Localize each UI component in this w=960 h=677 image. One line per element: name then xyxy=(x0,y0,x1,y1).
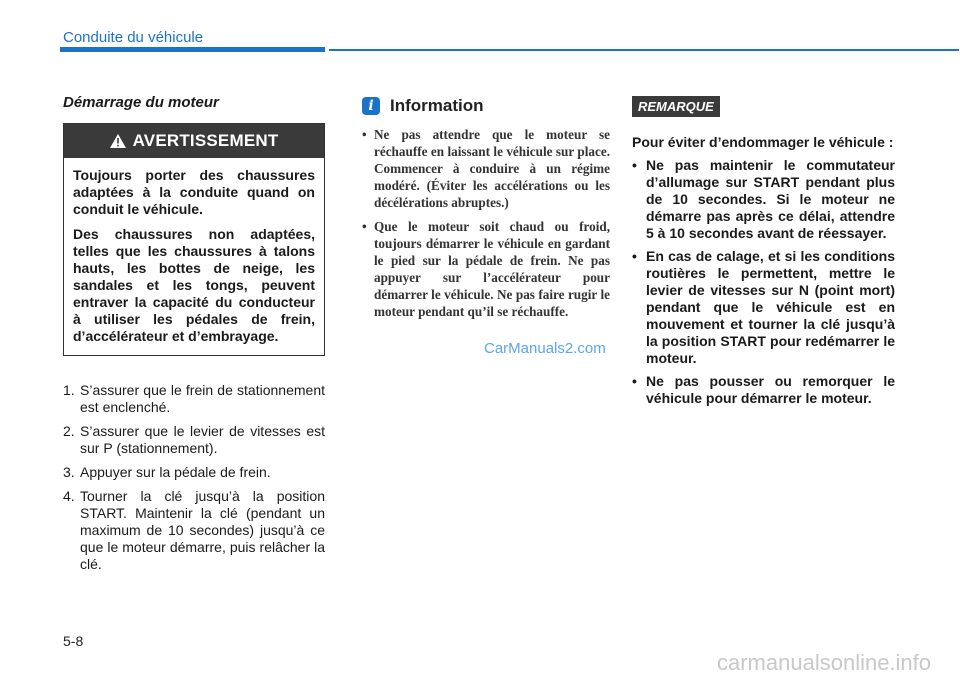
bullet: • xyxy=(362,219,367,234)
step-number: 1. xyxy=(63,382,75,398)
remarque-text: Ne pas maintenir le commutateur d’allumage sur START pendant plus de 10 secondes. Si le moteur ne démarre pas après ce délai, attendre 5 à 10 secondes avant de réessayer. xyxy=(646,157,895,241)
info-icon: i xyxy=(362,97,380,115)
step-text: Tourner la clé jusqu’à la position START. Maintenir la clé (pendant un maximum de 10 secondes) jusqu’à ce que le moteur démarre, puis relâcher la clé. xyxy=(80,488,325,572)
list-item xyxy=(63,488,325,573)
list-item xyxy=(362,218,610,320)
step-text: S’assurer que le levier de vitesses est sur P (stationnement). xyxy=(80,423,325,456)
header-rule-thin xyxy=(329,49,959,51)
step-number: 3. xyxy=(63,464,75,480)
list-item xyxy=(632,157,895,242)
warning-body xyxy=(64,158,324,355)
info-text: Que le moteur soit chaud ou froid, toujours démarrer le véhicule en gardant le pied sur la pédale de frein. Ne pas appuyer sur l’accélérateur pour démarrer le véhicule. Ne pas faire rugir le moteur pendant qu’il se réchauffe. xyxy=(374,219,610,319)
info-list xyxy=(362,126,610,320)
list-item xyxy=(63,382,325,416)
footer-watermark-link[interactable]: carmanualsonline.info xyxy=(717,650,932,675)
bullet: • xyxy=(632,248,637,264)
warning-box xyxy=(63,123,325,356)
warning-paragraph: Des chaussures non adaptées, telles que les chaussures à talons hauts, les bottes de neige, les sandales et les tongs, peuvent entraver la capacité du conducteur à utiliser les pédales de frein, d’accélérateur et d’embrayage. xyxy=(73,226,315,344)
list-item xyxy=(63,423,325,457)
bullet: • xyxy=(632,373,637,389)
info-text: Ne pas attendre que le moteur se réchauffe en laissant le véhicule sur place. Commencer à conduire à un régime modéré. (Éviter les accélérations ou les décélérations abruptes.) xyxy=(374,127,610,210)
list-item xyxy=(362,126,610,211)
info-header xyxy=(362,96,610,116)
step-number: 4. xyxy=(63,488,75,504)
step-text: Appuyer sur la pédale de frein. xyxy=(80,464,271,480)
warning-paragraph: Toujours porter des chaussures adaptées à la conduite quand on conduit le véhicule. xyxy=(73,167,315,217)
warning-title: AVERTISSEMENT xyxy=(132,131,279,150)
right-column xyxy=(632,96,895,413)
warning-header xyxy=(64,124,324,158)
remarque-list xyxy=(632,157,895,407)
remarque-label: REMARQUE xyxy=(632,96,720,117)
header-rule-thick xyxy=(60,47,325,52)
bullet: • xyxy=(632,157,637,173)
remarque-text: Ne pas pousser ou remorquer le véhicule pour démarrer le moteur. xyxy=(646,373,895,406)
page-number: 5-8 xyxy=(63,633,84,649)
remarque-text: En cas de calage, et si les conditions routières le permettent, mettre le levier de vitesses sur N (point mort) pendant que le véhicule est en mouvement et tourner la clé jusqu’à la position START pour redémarrer le moteur. xyxy=(646,248,895,366)
warning-triangle-icon xyxy=(110,134,126,148)
info-title: Information xyxy=(390,96,484,115)
step-number: 2. xyxy=(63,423,75,439)
subheading: Démarrage du moteur xyxy=(63,94,219,111)
list-item xyxy=(632,373,895,407)
section-title: Conduite du véhicule xyxy=(63,29,204,46)
middle-column xyxy=(362,96,610,327)
list-item xyxy=(632,248,895,367)
watermark-link[interactable]: CarManuals2.com xyxy=(484,340,606,357)
remarque-intro: Pour éviter d’endommager le véhicule : xyxy=(632,134,894,150)
bullet: • xyxy=(362,127,367,142)
list-item xyxy=(63,464,325,481)
steps-list xyxy=(63,382,325,573)
left-column xyxy=(63,94,325,580)
step-text: S’assurer que le frein de stationnement est enclenché. xyxy=(80,382,325,415)
